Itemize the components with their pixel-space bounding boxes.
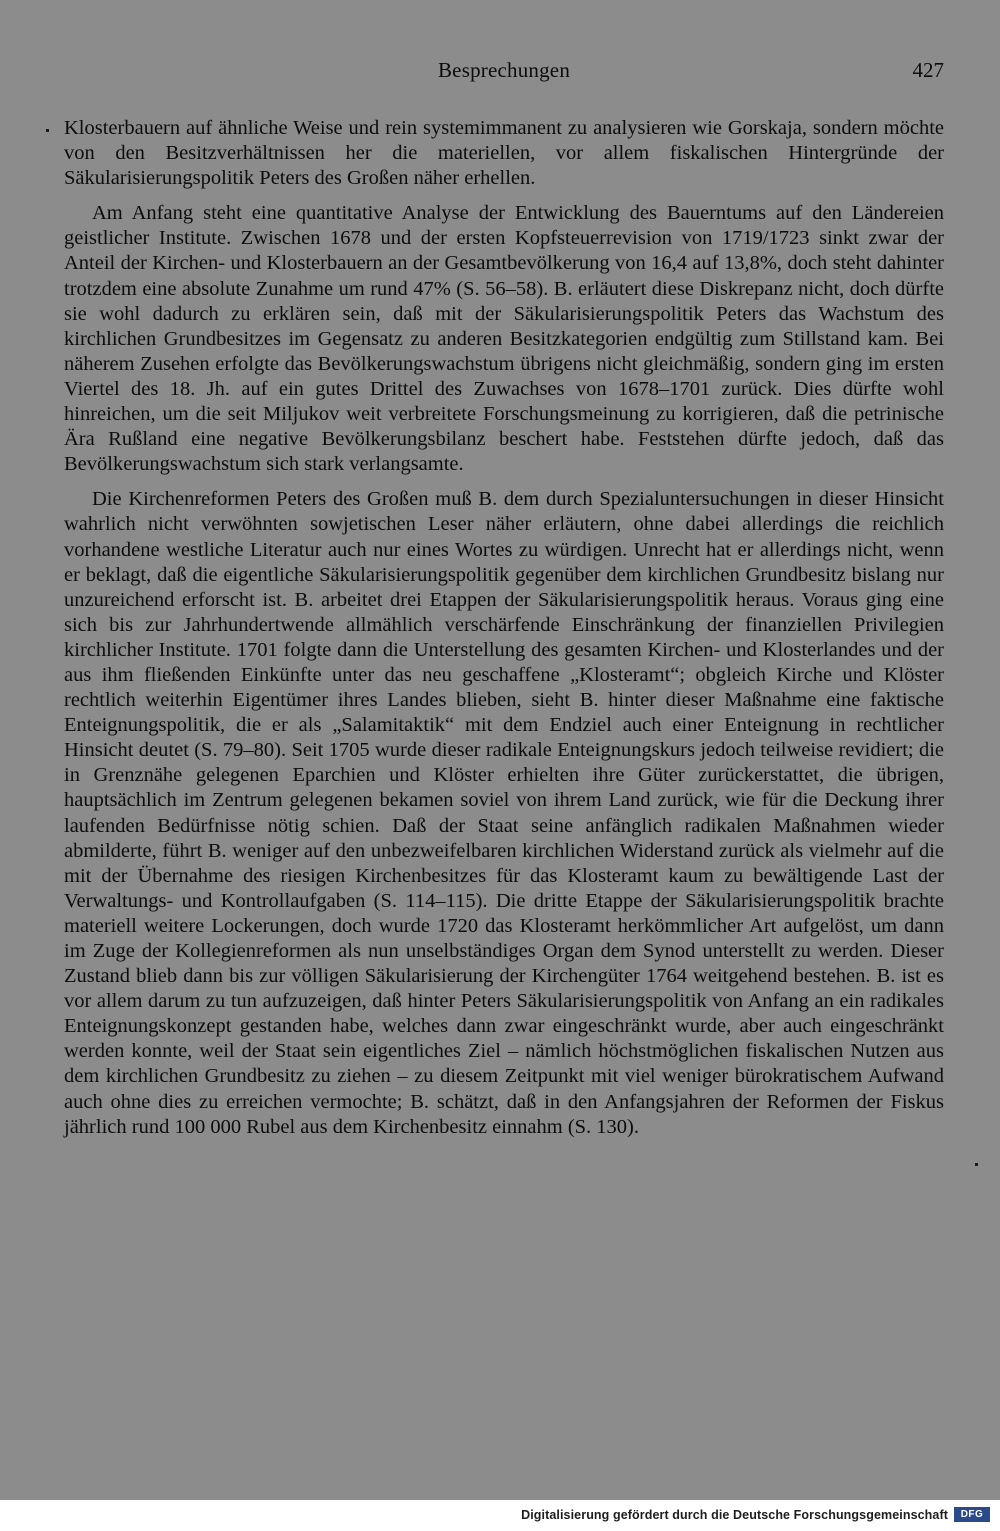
- dfg-logo: DFG: [954, 1507, 990, 1522]
- paragraph-3: Die Kirchenreformen Peters des Großen muß B. dem durch Spezialuntersuchungen in dieser Hinsicht wahrlich nicht verwöhnten sowjetischen Leser näher erläutern, ohne dabei allerdings die reichlich vorhandene westliche Literatur auch nur eines Wortes zu würdigen. Unrecht hat er allerdings nicht, wenn er beklagt, daß die eigentliche Säkularisierungspolitik gegenüber dem kirchlichen Grundbesitz bislang nur unzureichend erforscht ist. B. arbeitet drei Etappen der Säkularisierungspolitik heraus. Voraus ging eine sich bis zur Jahrhundertwende allmählich verschärfende Einschränkung der finanziellen Privilegien kirchlicher Institute. 1701 folgte dann die Unterstellung des gesamten Kirchen- und Klosterlandes und der aus ihm fließenden Einkünfte unter das neu geschaffene „Klosteramt“; obgleich Kirche und Klöster rechtlich weiterhin Eigentümer ihres Landes blieben, sieht B. hinter dieser Maßnahme eine faktische Enteignungspolitik, die er als „Salamitaktik“ mit dem Endziel auch einer Enteignung in rechtlicher Hinsicht deutet (S. 79–80). Seit 1705 wurde dieser radikale Enteignungskurs jedoch teilweise revidiert; die in Grenznähe gelegenen Eparchien und Klöster erhielten ihre Güter zurückerstattet, die übrigen, hauptsächlich im Zentrum gelegenen bekamen soviel von ihrem Land zurück, wie für die Deckung ihrer laufenden Bedürfnisse nötig schien. Daß der Staat seine anfänglich radikalen Maßnahmen wieder abmilderte, führt B. weniger auf den unbezweifelbaren kirchlichen Widerstand zurück als vielmehr auf die mit der Übernahme des riesigen Kirchenbesitzes für das Klosteramt kaum zu bewältigende Last der Verwaltungs- und Kontrollaufgaben (S. 114–115). Die dritte Etappe der Säkularisierungspolitik brachte materiell weitere Lockerungen, doch wurde 1720 das Klosteramt herkömmlicher Art aufgelöst, um dann im Zuge der Kollegienreformen als nun unselbständiges Organ dem Synod unterstellt zu werden. Dieser Zustand blieb dann bis zur völligen Säkularisierung der Kirchengüter 1764 weitgehend bestehen. B. ist es vor allem darum zu tun aufzuzeigen, daß hinter Peters Säkularisierungspolitik von Anfang an ein radikales Enteignungskonzept gestanden habe, welches dann zwar eingeschränkt wurde, aber auch eingeschränkt werden konnte, weil der Staat sein eigentliches Ziel – nämlich höchstmöglichen fiskalischen Nutzen aus dem kirchlichen Grundbesitz zu ziehen – zu diesem Zeitpunkt mit viel weniger bürokratischem Aufwand auch ohne dies zu erreichen vermochte; B. schätzt, daß in den Anfangsjahren der Reformen der Fiskus jährlich rund 100 000 Rubel aus dem Kirchenbesitz einnahm (S. 130).: [64, 488, 944, 1138]
- page-number: 427: [912, 58, 944, 82]
- margin-mark-left: [46, 129, 49, 132]
- running-head: [64, 58, 944, 88]
- paragraph-2: Am Anfang steht eine quantitative Analyse der Entwicklung des Bauerntums auf den Ländereien geistlicher Institute. Zwischen 1678 und der ersten Kopfsteuerrevision von 1719/1723 sinkt zwar der Anteil der Kirchen- und Klosterbauern an der Gesamtbevölkerung von 16,4 auf 13,8%, doch steht dahinter trotzdem eine absolute Zunahme um rund 47% (S. 56–58). B. erläutert diese Diskrepanz nicht, doch dürfte sie wohl dadurch zu erklären sein, daß mit der Säkularisierungspolitik Peters das Wachstum des kirchlichen Grundbesitzes im Gegensatz zu anderen Besitzkategorien endgültig zum Stillstand kam. Bei näherem Zusehen erfolgte das Bevölkerungswachstum übrigens nicht gleichmäßig, sondern ging im ersten Viertel des 18. Jh. auf ein gutes Drittel des Zuwachses von 1678–1701 zurück. Dies dürfte wohl hinreichen, um die seit Miljukov weit verbreitete Forschungsmeinung zu korrigieren, daß die petrinische Ära Rußland eine negative Bevölkerungsbilanz beschert habe. Feststehen dürfte jedoch, daß das Bevölkerungswachstum sich stark verlangsamte.: [64, 202, 944, 476]
- body-text: [64, 116, 944, 1140]
- paragraph-1: Klosterbauern auf ähnliche Weise und rein systemimmanent zu analysieren wie Gorskaja, sondern möchte von den Besitzverhältnissen her die materiellen, vor allem fiskalischen Hintergründe der Säkularisierungspolitik Peters des Großen näher erhellen.: [64, 117, 944, 190]
- margin-mark-right: [975, 1163, 978, 1166]
- digitization-footer: [0, 1500, 1000, 1531]
- funding-credit: Digitalisierung gefördert durch die Deutsche Forschungsgemeinschaft: [521, 1508, 948, 1522]
- running-title: Besprechungen: [437, 58, 571, 82]
